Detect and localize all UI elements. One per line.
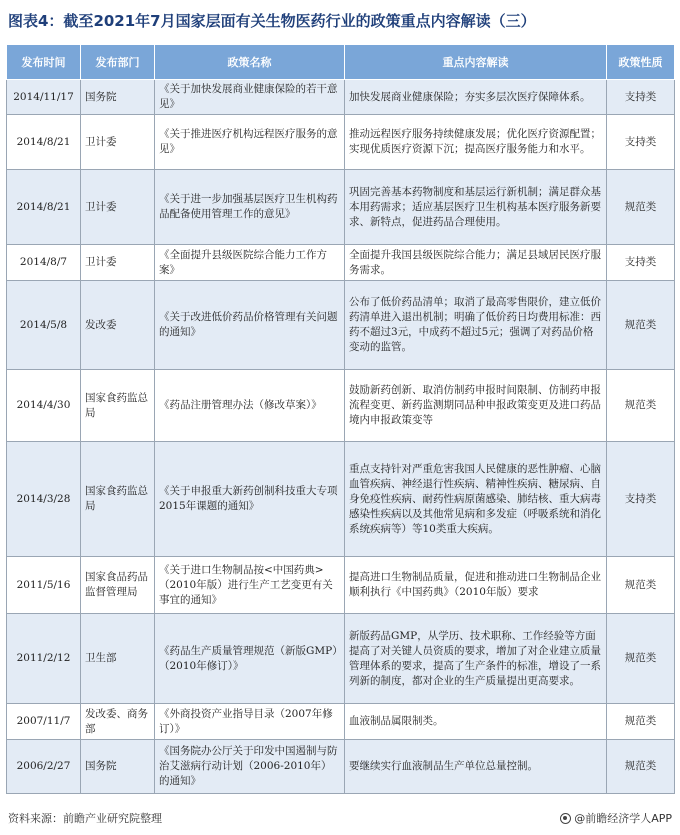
cell-policy-name: 《关于加快发展商业健康保险的若干意见》 <box>155 80 345 115</box>
source-note: 资料来源：前瞻产业研究院整理 <box>8 812 162 825</box>
table-row <box>7 281 675 370</box>
table-row <box>7 442 675 557</box>
cell-nature: 规范类 <box>607 370 675 442</box>
cell-date: 2014/11/17 <box>7 80 81 115</box>
cell-nature: 规范类 <box>607 704 675 740</box>
header-content: 重点内容解读 <box>345 45 607 80</box>
table-row <box>7 80 675 115</box>
policy-table <box>6 44 675 794</box>
cell-policy-name: 《关于进口生物制品按<中国药典>（2010年版）进行生产工艺变更有关事宜的通知》 <box>155 557 345 614</box>
cell-content: 巩固完善基本药物制度和基层运行新机制；满足群众基本用药需求；适应基层医疗卫生机构基本医疗服务新要求、新特点，促进药品合理使用。 <box>345 170 607 245</box>
cell-date: 2011/2/12 <box>7 614 81 704</box>
cell-dept: 发改委、商务部 <box>81 704 155 740</box>
cell-policy-name: 《药品生产质量管理规范（新版GMP）（2010年修订）》 <box>155 614 345 704</box>
brand-text: @前瞻经济学人APP <box>574 812 672 825</box>
table-row <box>7 740 675 794</box>
cell-dept: 卫计委 <box>81 115 155 170</box>
cell-content: 公布了低价药品清单；取消了最高零售限价，建立低价药清单进入退出机制；明确了低价药日均费用标准：西药不超过3元，中成药不超过5元；强调了对药品价格变动的监管。 <box>345 281 607 370</box>
table-row <box>7 557 675 614</box>
cell-content: 鼓励新药创新、取消仿制药申报时间限制、仿制药申报流程变更、新药监测期同品种申报政策变更及进口药品境内申报政策变等 <box>345 370 607 442</box>
cell-policy-name: 《关于申报重大新药创制科技重大专项2015年课题的通知》 <box>155 442 345 557</box>
header-nature: 政策性质 <box>607 45 675 80</box>
cell-date: 2014/4/30 <box>7 370 81 442</box>
cell-dept: 卫生部 <box>81 614 155 704</box>
cell-policy-name: 《药品注册管理办法（修改草案）》 <box>155 370 345 442</box>
cell-date: 2014/8/21 <box>7 115 81 170</box>
cell-content: 要继续实行血液制品生产单位总量控制。 <box>345 740 607 794</box>
table-row <box>7 370 675 442</box>
cell-date: 2014/3/28 <box>7 442 81 557</box>
cell-content: 重点支持针对严重危害我国人民健康的恶性肿瘤、心脑血管疾病、神经退行性疾病、精神性疾病、糖尿病、自身免疫性疾病、耐药性病原菌感染、肺结核、重大病毒感染性疾病以及其他常见病和多发症（呼吸系统和消化系统疾病等）等10类重大疾病。 <box>345 442 607 557</box>
cell-dept: 国家食药监总局 <box>81 370 155 442</box>
cell-dept: 国家食药监总局 <box>81 442 155 557</box>
brand-credit <box>560 810 672 826</box>
cell-dept: 卫计委 <box>81 170 155 245</box>
table-row <box>7 704 675 740</box>
cell-nature: 规范类 <box>607 557 675 614</box>
chart-title: 图表4：截至2021年7月国家层面有关生物医药行业的政策重点内容解读（三） <box>8 12 536 30</box>
cell-nature: 支持类 <box>607 245 675 281</box>
table-row <box>7 245 675 281</box>
cell-policy-name: 《全面提升县级医院综合能力工作方案》 <box>155 245 345 281</box>
cell-nature: 规范类 <box>607 740 675 794</box>
cell-nature: 支持类 <box>607 80 675 115</box>
cell-policy-name: 《关于进一步加强基层医疗卫生机构药品配备使用管理工作的意见》 <box>155 170 345 245</box>
header-dept: 发布部门 <box>81 45 155 80</box>
cell-content: 推动远程医疗服务持续健康发展；优化医疗资源配置；实现优质医疗资源下沉；提高医疗服务能力和水平。 <box>345 115 607 170</box>
cell-date: 2014/5/8 <box>7 281 81 370</box>
cell-content: 加快发展商业健康保险；夯实多层次医疗保障体系。 <box>345 80 607 115</box>
cell-date: 2014/8/21 <box>7 170 81 245</box>
cell-dept: 国务院 <box>81 740 155 794</box>
table-row <box>7 614 675 704</box>
cell-policy-name: 《关于改进低价药品价格管理有关问题的通知》 <box>155 281 345 370</box>
cell-date: 2014/8/7 <box>7 245 81 281</box>
cell-dept: 卫计委 <box>81 245 155 281</box>
cell-nature: 规范类 <box>607 614 675 704</box>
cell-date: 2006/2/27 <box>7 740 81 794</box>
cell-dept: 发改委 <box>81 281 155 370</box>
cell-dept: 国家食品药品监督管理局 <box>81 557 155 614</box>
table-row <box>7 115 675 170</box>
cell-nature: 支持类 <box>607 115 675 170</box>
cell-content: 提高进口生物制品质量，促进和推动进口生物制品企业顺利执行《中国药典》（2010年版）要求 <box>345 557 607 614</box>
circle-logo-icon <box>560 813 571 824</box>
cell-date: 2011/5/16 <box>7 557 81 614</box>
table-row <box>7 170 675 245</box>
cell-content: 新版药品GMP，从学历、技术职称、工作经验等方面提高了对关键人员资质的要求，增加了对企业建立质量管理体系的要求，提高了生产条件的标准，增设了一系列新的制度，都对企业的生产质量提出更高要求。 <box>345 614 607 704</box>
cell-policy-name: 《外商投资产业指导目录（2007年修订）》 <box>155 704 345 740</box>
cell-policy-name: 《国务院办公厅关于印发中国遏制与防治艾滋病行动计划（2006-2010年）的通知》 <box>155 740 345 794</box>
table-header-row <box>7 45 675 80</box>
header-name: 政策名称 <box>155 45 345 80</box>
cell-dept: 国务院 <box>81 80 155 115</box>
cell-nature: 支持类 <box>607 442 675 557</box>
cell-nature: 规范类 <box>607 281 675 370</box>
footer <box>8 808 672 828</box>
cell-nature: 规范类 <box>607 170 675 245</box>
cell-date: 2007/11/7 <box>7 704 81 740</box>
cell-content: 全面提升我国县级医院综合能力；满足县域居民医疗服务需求。 <box>345 245 607 281</box>
header-date: 发布时间 <box>7 45 81 80</box>
cell-policy-name: 《关于推进医疗机构远程医疗服务的意见》 <box>155 115 345 170</box>
cell-content: 血液制品属限制类。 <box>345 704 607 740</box>
